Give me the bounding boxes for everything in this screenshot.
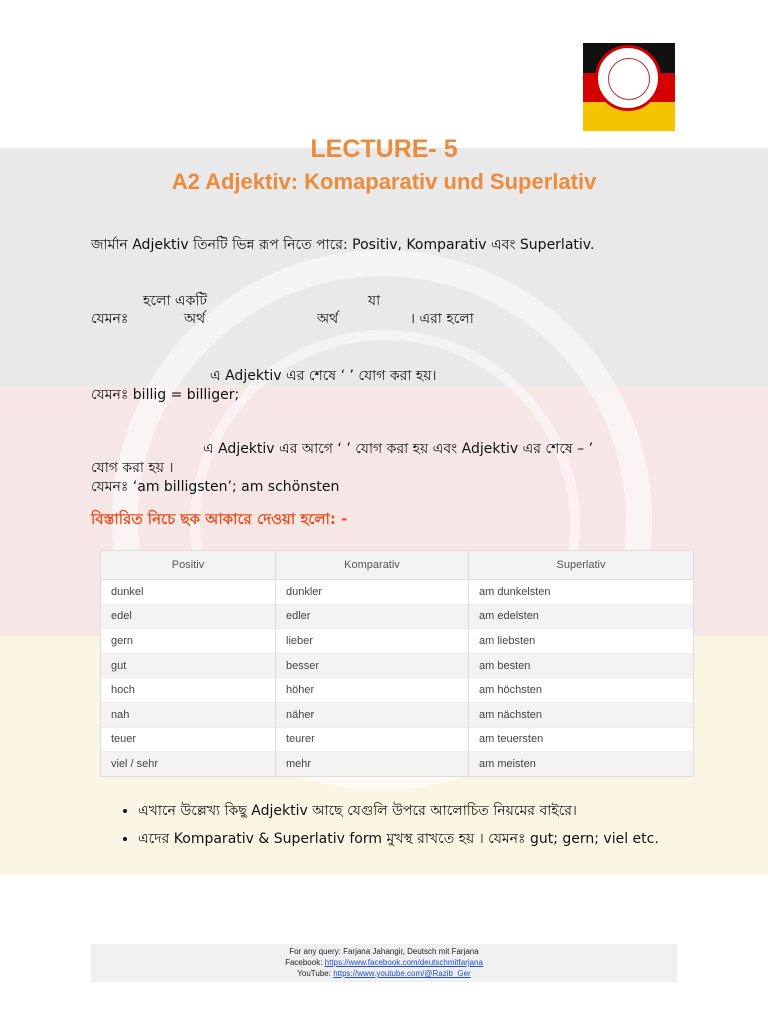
cell-positiv: gut [101, 653, 276, 678]
komparativ-rule: এ Adjektiv এর শেষে ‘ ’ যোগ করা হয়। [210, 368, 437, 384]
table-row [101, 653, 694, 678]
cell-komparativ: edler [276, 604, 469, 629]
cell-positiv: nah [101, 702, 276, 727]
footer-facebook: Facebook: https://www.facebook.com/deutschmitfarjana [285, 958, 483, 967]
column-header-superlativ: Superlativ [469, 551, 694, 580]
superlativ-rule: এ Adjektiv এর আগে ‘ ’ যোগ করা হয় এবং Adjektiv এর শেষে – ’ [203, 441, 594, 457]
cell-komparativ: dunkler [276, 580, 469, 605]
table-heading: বিস্তারিত নিচে ছক আকারে দেওয়া হলো: - [91, 510, 348, 528]
topic-title: A2 Adjektiv: Komaparativ und Superlativ [171, 169, 597, 194]
table-row [101, 727, 694, 752]
cell-positiv: gern [101, 629, 276, 654]
positiv-meaning1: অর্থ [184, 311, 206, 327]
table-row [101, 604, 694, 629]
cell-komparativ: höher [276, 678, 469, 703]
superlativ-example: যেমনঃ ‘am billigsten’; am schönsten [91, 479, 340, 495]
table-row [101, 580, 694, 605]
list-item: • এখানে উল্লেখ্য কিছু Adjektiv আছে যেগুলি উপরে আলোচিত নিয়মের বাইরে। [138, 799, 659, 823]
logo-seal-icon [595, 45, 661, 111]
table-row [101, 752, 694, 777]
column-header-positiv: Positiv [101, 551, 276, 580]
cell-superlativ: am nächsten [469, 702, 694, 727]
cell-superlativ: am liebsten [469, 629, 694, 654]
table-row [101, 702, 694, 727]
cell-superlativ: am meisten [469, 752, 694, 777]
cell-positiv: edel [101, 604, 276, 629]
youtube-link[interactable]: https://www.youtube.com/@Razib_Ger [333, 969, 471, 978]
cell-superlativ: am teuersten [469, 727, 694, 752]
positiv-line1: হলো একটি [143, 293, 208, 309]
positiv-line1b: যা [368, 293, 381, 309]
cell-superlativ: am besten [469, 653, 694, 678]
intro-text: জার্মান Adjektiv তিনটি ভিন্ন রূপ নিতে পারে: Positiv, Komparativ এবং Superlativ. [91, 237, 595, 253]
cell-komparativ: lieber [276, 629, 469, 654]
lecture-title: LECTURE- 5 [310, 135, 458, 163]
adjective-table [100, 550, 694, 777]
list-item: • এদের Komparativ & Superlativ form মুখস্থ রাখতে হয় । যেমনঃ gut; gern; viel etc. [138, 827, 659, 851]
footer-contact: For any query: Farjana Jahangir, Deutsch mit Farjana [289, 947, 479, 956]
komparativ-example: যেমনঃ billig = billiger; [91, 387, 240, 403]
note-list [118, 799, 659, 855]
logo [583, 43, 675, 131]
table-row [101, 629, 694, 654]
cell-superlativ: am edelsten [469, 604, 694, 629]
footer-youtube: YouTube: https://www.youtube.com/@Razib_Ger [297, 969, 471, 978]
cell-superlativ: am höchsten [469, 678, 694, 703]
cell-superlativ: am dunkelsten [469, 580, 694, 605]
table-row [101, 678, 694, 703]
cell-positiv: hoch [101, 678, 276, 703]
positiv-these-are: । এরা হলো [410, 311, 474, 327]
positiv-meaning2: অর্থ [317, 311, 339, 327]
column-header-komparativ: Komparativ [276, 551, 469, 580]
table-header-row [101, 551, 694, 580]
cell-positiv: dunkel [101, 580, 276, 605]
cell-komparativ: näher [276, 702, 469, 727]
cell-komparativ: besser [276, 653, 469, 678]
footer [91, 944, 677, 982]
cell-positiv: teuer [101, 727, 276, 752]
facebook-link[interactable]: https://www.facebook.com/deutschmitfarjana [324, 958, 483, 967]
cell-komparativ: mehr [276, 752, 469, 777]
superlativ-rule-cont: যোগ করা হয় । [91, 460, 174, 476]
positiv-example-label: যেমনঃ [91, 311, 129, 327]
cell-komparativ: teurer [276, 727, 469, 752]
cell-positiv: viel / sehr [101, 752, 276, 777]
